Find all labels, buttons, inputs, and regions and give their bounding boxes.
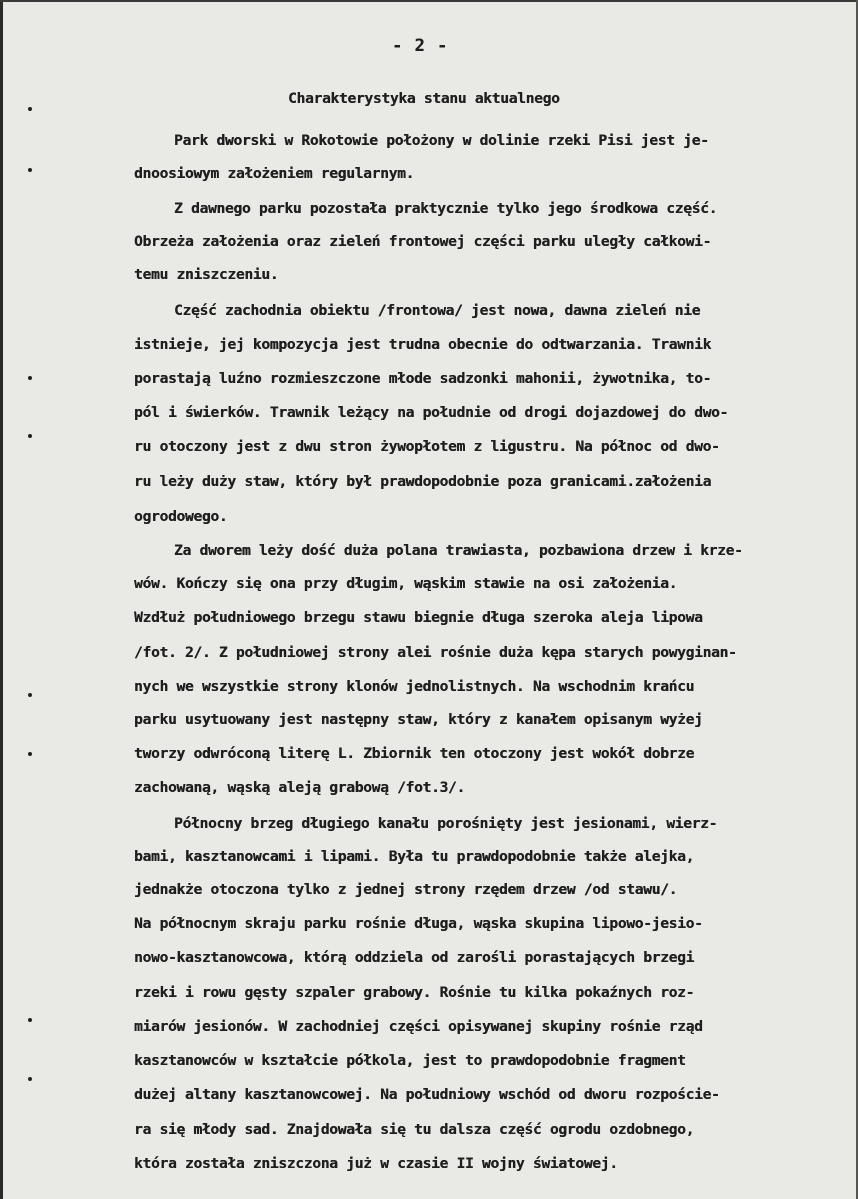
- text-line: nowo-kasztanowcowa, którą oddziela od zarośli porastających brzegi: [134, 949, 695, 966]
- text-line: miarów jesionów. W zachodniej części opisywanej skupiny rośnie rząd: [134, 1018, 703, 1035]
- text-line: Część zachodnia obiektu /frontowa/ jest nowa, dawna zieleń nie: [174, 302, 701, 319]
- text-line: temu zniszczeniu.: [134, 266, 279, 283]
- text-line: Na północnym skraju parku rośnie długa, wąska skupina lipowo-jesio-: [134, 915, 703, 932]
- margin-dot: [28, 752, 32, 756]
- text-line: ogrodowego.: [134, 508, 228, 525]
- margin-dot: [28, 107, 32, 111]
- text-line: ra się młody sad. Znajdowała się tu dalsza część ogrodu ozdobnego,: [134, 1121, 695, 1138]
- text-line: nych we wszystkie strony klonów jednolistnych. Na wschodnim krańcu: [134, 678, 695, 695]
- section-heading: Charakterystyka stanu aktualnego: [288, 90, 560, 107]
- margin-dot: [28, 376, 32, 380]
- text-line: ru otoczony jest z dwu stron żywopłotem z ligustru. Na północ od dwo-: [134, 438, 720, 455]
- margin-dot: [28, 434, 32, 438]
- margin-dot: [28, 693, 32, 697]
- text-line: kasztanowców w kształcie półkola, jest to prawdopodobnie fragment: [134, 1052, 686, 1069]
- text-line: Z dawnego parku pozostała praktycznie tylko jego środkowa część.: [174, 200, 718, 217]
- page-top-edge: [0, 0, 858, 2]
- text-line: istnieje, jej kompozycja jest trudna obecnie do odtwarzania. Trawnik: [134, 336, 712, 353]
- text-line: dużej altany kasztanowcowej. Na południowy wschód od dworu rozpoście-: [134, 1086, 720, 1103]
- page-left-edge: [0, 0, 3, 1199]
- text-line: Obrzeża założenia oraz zieleń frontowej części parku uległy całkowi-: [134, 233, 712, 250]
- text-line: rzeki i rowu gęsty szpaler grabowy. Rośnie tu kilka pokaźnych roz-: [134, 984, 695, 1001]
- margin-dot: [28, 1018, 32, 1022]
- margin-dot: [28, 1077, 32, 1081]
- text-line: tworzy odwróconą literę L. Zbiornik ten otoczony jest wokół dobrze: [134, 745, 695, 762]
- text-line: dnoosiowym założeniem regularnym.: [134, 165, 415, 182]
- text-line: Park dworski w Rokotowie położony w dolinie rzeki Pisi jest je-: [174, 132, 709, 149]
- text-line: /fot. 2/. Z południowej strony alei rośnie duża kępa starych powyginan-: [134, 644, 737, 661]
- margin-dot: [28, 168, 32, 172]
- text-line: która została zniszczona już w czasie II wojny światowej.: [134, 1155, 618, 1172]
- text-line: bami, kasztanowcami i lipami. Była tu prawdopodobnie także alejka,: [134, 848, 695, 865]
- text-line: ru leży duży staw, który był prawdopodobnie poza granicami.założenia: [134, 473, 712, 490]
- text-line: Za dworem leży dość duża polana trawiasta, pozbawiona drzew i krze-: [174, 542, 743, 559]
- text-line: zachowaną, wąską aleją grabową /fot.3/.: [134, 779, 465, 796]
- text-line: porastają luźno rozmieszczone młode sadzonki mahonii, żywotnika, to-: [134, 370, 712, 387]
- text-line: parku usytuowany jest następny staw, który z kanałem opisanym wyżej: [134, 711, 703, 728]
- text-line: wów. Kończy się ona przy długim, wąskim stawie na osi założenia.: [134, 575, 678, 592]
- text-line: Północny brzeg długiego kanału porośnięty jest jesionami, wierz-: [174, 815, 718, 832]
- page-number: - 2 -: [392, 36, 449, 56]
- text-line: Wzdłuż południowego brzegu stawu biegnie długa szeroka aleja lipowa: [134, 609, 703, 626]
- text-line: pól i świerków. Trawnik leżący na południe od drogi dojazdowej do dwo-: [134, 404, 729, 421]
- text-line: jednakże otoczona tylko z jednej strony rzędem drzew /od stawu/.: [134, 881, 678, 898]
